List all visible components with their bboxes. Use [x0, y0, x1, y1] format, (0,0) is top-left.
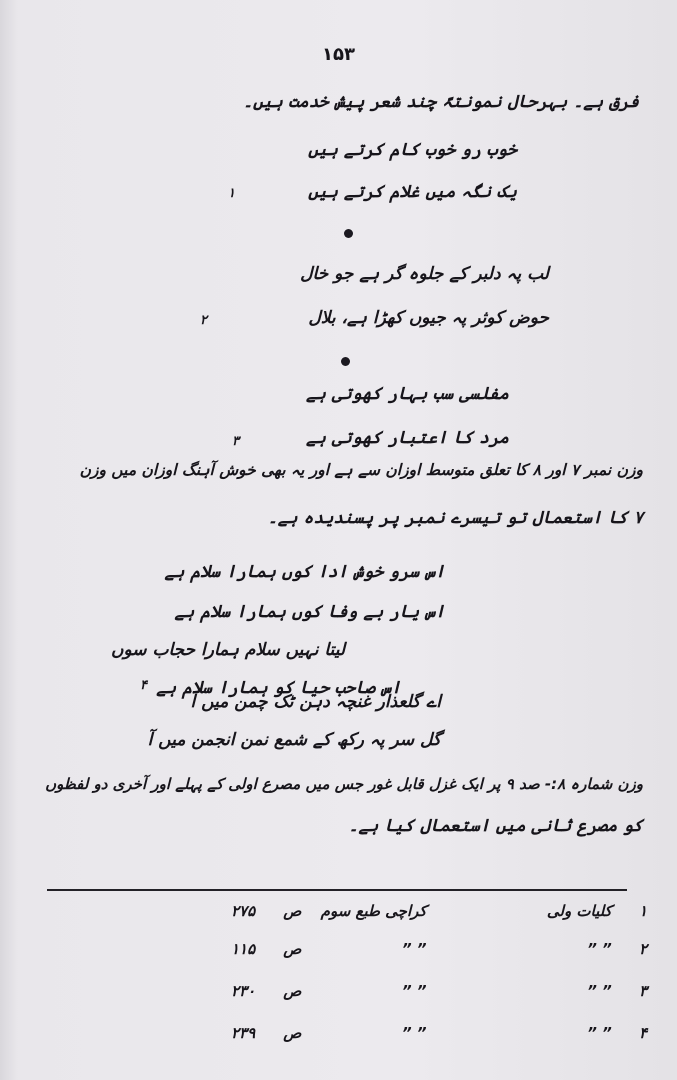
footnote-marker: ۳ — [232, 434, 239, 449]
footnote-edition: کراچی طبع سوم — [320, 902, 427, 920]
verse-line: اس صاحب حیا کو ہمارا سلام ہے — [156, 678, 401, 698]
text-line: وزن شمارہ ۸:- صد ۹ پر ایک غزل قابل غور جس میں مصرع اولی کے پہلے اور آخری دو لفظوں — [45, 775, 643, 793]
page-number: ۱۵۳ — [322, 44, 355, 65]
verse-line: لب پہ دلبر کے جلوہ گر ہے جو خال — [300, 264, 549, 284]
footnote-marker: ۲ — [200, 313, 207, 328]
footnote-page: ۲۳۹ — [230, 1024, 256, 1042]
footnote-title: ” ” — [587, 982, 612, 1000]
verse-line: اس یار بے وفا کوں ہمارا سلام ہے — [174, 602, 445, 622]
verse-line: خوب رو خوب کام کرتے ہیں — [308, 140, 517, 160]
footnote-number: ۱ — [638, 902, 647, 920]
verse-line: حوض کوثر پہ جیوں کھڑا ہے، بلال — [308, 308, 549, 328]
section-divider-dot — [344, 229, 353, 238]
footnote-row — [218, 900, 647, 922]
verse-line: مفلسی سب بہار کھوتی ہے — [306, 384, 509, 404]
footnote-row — [218, 1022, 647, 1044]
text-line: ۷ کا استعمال تو تیسرے نمبر پر پسندیدہ ہے۔ — [267, 508, 643, 528]
footnote-edition: ” ” — [401, 1024, 427, 1042]
footnote-number: ۳ — [638, 982, 647, 1000]
footnote-marker: ۱ — [228, 186, 235, 201]
footnote-number: ۴ — [638, 1024, 647, 1042]
footnote-title: ” ” — [587, 1024, 612, 1042]
footnote-number: ۲ — [638, 940, 647, 958]
text-line: کو مصرع ثانی میں استعمال کیا ہے۔ — [348, 816, 643, 836]
footnote-title: ” ” — [587, 940, 612, 958]
footnote-page-abbrev: ص — [283, 982, 302, 1000]
footnote-page-abbrev: ص — [283, 902, 302, 920]
footnote-marker: ۴ — [140, 678, 147, 693]
verse-line: مرد کا اعتبار کھوتی ہے — [306, 428, 509, 448]
footnote-page: ۲۳۰ — [230, 982, 256, 1000]
verse-line: گل سر پہ رکھ کے شمع نمن انجمن میں آ — [147, 730, 441, 750]
text-line: فرق ہے۔ بہرحال نمونتہً چند شعر پیش خدمت ہیں۔ — [243, 92, 639, 112]
footnote-separator — [47, 889, 627, 891]
footnote-row — [218, 980, 647, 1002]
footnote-page: ۱۱۵ — [230, 940, 256, 958]
verse-line: اس سرو خوش ادا کوں ہمارا سلام ہے — [164, 562, 445, 582]
footnote-edition: ” ” — [401, 940, 427, 958]
section-divider-dot — [341, 357, 350, 366]
footnote-page-abbrev: ص — [283, 940, 302, 958]
footnote-row — [218, 938, 647, 960]
footnote-page-abbrev: ص — [283, 1024, 302, 1042]
verse-line: اے گلعذار غنچہ دہن ٹک چمن میں آ — [190, 692, 441, 712]
footnote-edition: ” ” — [401, 982, 427, 1000]
verse-line: یک نگہ میں غلام کرتے ہیں — [308, 182, 517, 202]
footnote-page: ۲۷۵ — [230, 902, 256, 920]
verse-line: لیتا نہیں سلام ہمارا حجاب سوں — [111, 640, 345, 660]
footnote-title: کلیات ولی — [546, 902, 612, 920]
text-line: وزن نمبر ۷ اور ۸ کا تعلق متوسط اوزان سے ہے اور یہ بھی خوش آہنگ اوزان میں وزن — [79, 461, 643, 479]
